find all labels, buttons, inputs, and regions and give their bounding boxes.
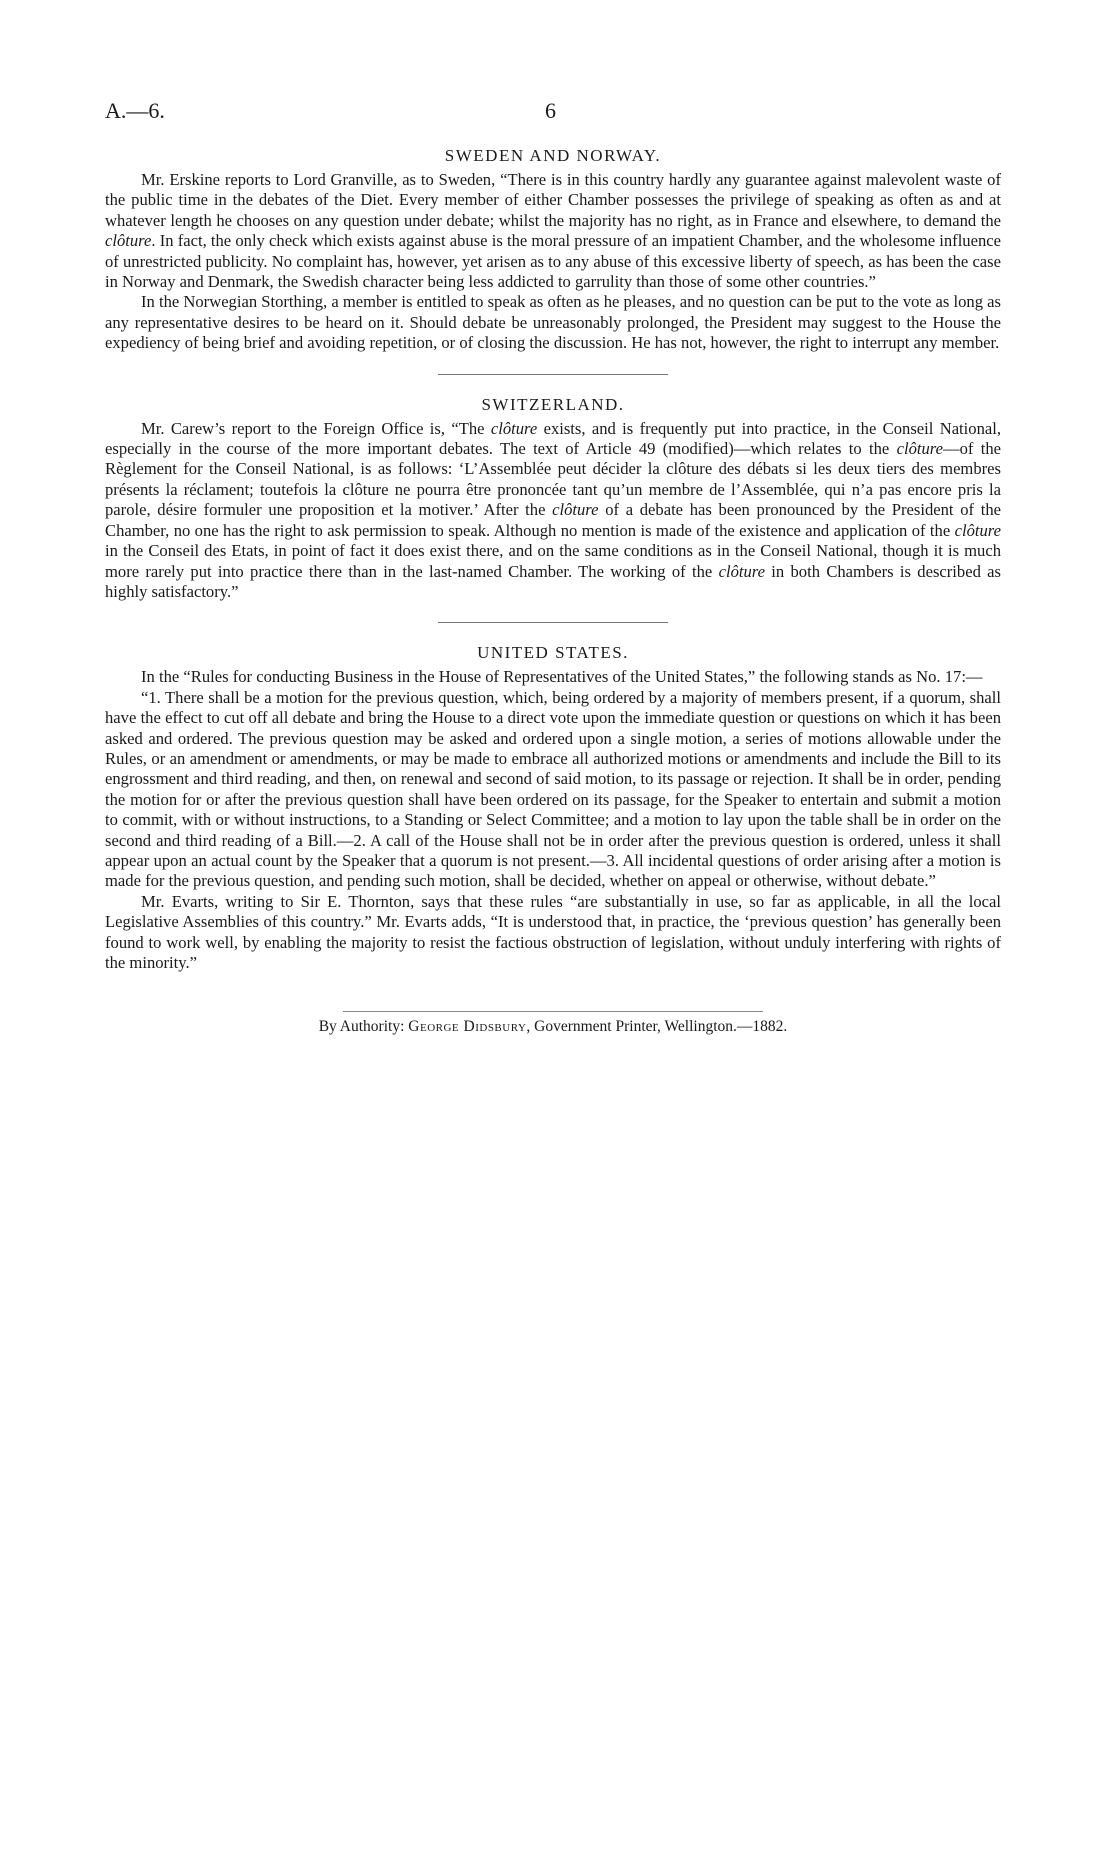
text-run: In the “Rules for conducting Business in the House of Representatives of the United States,” the following stands as No. 17:— (141, 667, 983, 687)
italic-term: clôture (490, 418, 538, 438)
italic-term: clôture (954, 520, 1001, 540)
printer-imprint (105, 1018, 1001, 1036)
italic-term: clôture (896, 439, 943, 459)
section-title: SWITZERLAND. (481, 394, 625, 414)
imprint-suffix: , Government Printer, Wellington.—1882. (526, 1018, 788, 1036)
paragraph (105, 667, 1001, 687)
text-run: —of the Règlement for the Conseil National, is as follows: ‘L’Assemblée peut décider la clôture des débats si les deux tiers des membres présents la réclament; toutefois la clôture ne pourra être prononcée tant qu’un membre de l’Assemblée, qui n’a pas encore pris la parole, désire formuler une proposition et la motiver.’ After the (105, 439, 1002, 520)
text-run: Mr. Erskine reports to Lord Granville, as to Sweden, “There is in this country hardly any guarantee against malevolent waste of the public time in the debates of the Diet. Every member of either Chamber possesses the privilege of speaking as often as and at whatever length he chooses on any question under debate; whilst the majority has no right, as in France and elsewhere, to demand the (105, 170, 1001, 230)
text-run: “1. There shall be a motion for the previous question, which, being ordered by a majority of members present, if a quorum, shall have the effect to cut off all debate and bring the House to a direct vote upon the immediate question or questions on which it has been asked and ordered. The previous question may be asked and ordered upon a single motion, a series of motions allowable under the Rules, or an amendment or amendments, or may be made to embrace all authorized motions or amendments and include the Bill to its engrossment and third reading, and then, on renewal and second of said motion, to its passage or rejection. It shall be in order, pending the motion for or after the previous question shall have been ordered on its passage, for the Speaker to entertain and submit a motion to commit, with or without instructions, to a Standing or Select Committee; and a motion to lay upon the table shall be in order on the second and third reading of a Bill.—2. A call of the House shall not be in order after the previous question is ordered, unless it shall appear upon an actual count by the Speaker that a quorum is not present.—3. All incidental questions of order arising after a motion is made for the previous question, and pending such motion, shall be decided, whether on appeal or otherwise, without debate.” (105, 687, 1001, 891)
paragraph (105, 892, 1001, 974)
footer-divider (343, 1011, 763, 1012)
section-title: UNITED STATES. (477, 643, 629, 663)
section (105, 146, 1001, 354)
text-run: in the Conseil des Etats, in point of fact it does exist there, and on the same conditions as in the Conseil National, though it is much more rarely put into practice there than in the last-named Chamber. The working of the (105, 541, 1001, 581)
document-reference: A.—6. (105, 98, 165, 123)
text-run: in both Chambers is described as highly satisfactory.” (105, 561, 1001, 601)
imprint-prefix: By Authority: (318, 1018, 409, 1036)
section-divider (438, 374, 668, 375)
paragraph (105, 419, 1001, 603)
document-page (105, 98, 1001, 1036)
section-divider (438, 622, 668, 623)
text-run: Mr. Evarts, writing to Sir E. Thornton, says that these rules “are substantially in use, so far as applicable, in all the local Legislative Assemblies of this country.” Mr. Evarts adds, “It is understood that, in practice, the ‘previous question’ has generally been found to work well, by enabling the majority to resist the factious obstruction of legislation, without unduly interfering with rights of the minority.” (105, 891, 1001, 972)
section (105, 643, 1001, 973)
paragraph (105, 292, 1001, 353)
italic-term: clôture (718, 561, 765, 581)
text-run: . In fact, the only check which exists against abuse is the moral pressure of an impatient Chamber, and the wholesome influence of unrestricted publicity. No complaint has, however, yet arisen as to any abuse of this excessive liberty of speech, as has been the case in Norway and Denmark, the Swedish character being less addicted to garrulity than those of some other countries.” (105, 231, 1001, 292)
paragraph (105, 688, 1001, 892)
italic-term: clôture (552, 500, 599, 520)
imprint-printer: George Didsbury (408, 1018, 527, 1036)
paragraph (105, 170, 1001, 292)
section (105, 395, 1001, 603)
text-run: In the Norwegian Storthing, a member is entitled to speak as often as he pleases, and no question can be put to the vote as long as any representative desires to be heard on it. Should debate be unreasonably prolonged, the President may suggest to the House the expediency of being brief and avoiding repetition, or of closing the discussion. He has not, however, the right to interrupt any member. (105, 292, 1001, 353)
section-title: SWEDEN AND NORWAY. (444, 146, 662, 165)
italic-term: clôture (105, 231, 152, 251)
page-header (105, 98, 1001, 138)
text-run: exists, and is frequently put into practice, in the Conseil National, especially in the course of the more important debates. The text of Article 49 (modified)—which relates to the (105, 418, 1001, 459)
text-run: of a debate has been pronounced by the President of the Chamber, no one has the right to ask permission to speak. Although no mention is made of the existence and application of the (105, 500, 1001, 540)
page-number: 6 (545, 98, 556, 123)
document-body (105, 146, 1001, 973)
text-run: Mr. Carew’s report to the Foreign Office is, “The (141, 418, 491, 438)
